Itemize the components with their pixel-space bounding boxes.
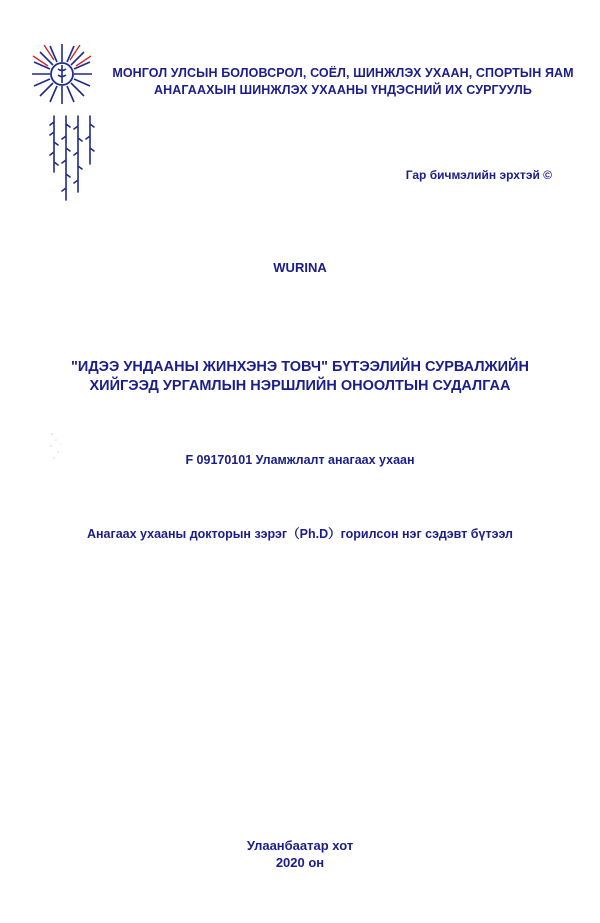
degree-statement: Анагаах ухааны докторын зэрэг（Ph.D）горилсон нэг сэдэвт бүтээл	[86, 527, 514, 541]
place-of-publication: Улаанбаатар хот	[246, 838, 354, 853]
mongolian-script-icon	[46, 112, 106, 212]
thesis-title-line-2: ХИЙГЭЭД УРГАМЛЫН НЭРШЛИЙН ОНООЛТЫН СУДАЛГАА	[89, 378, 511, 394]
scan-speckle	[48, 430, 68, 466]
ministry-name: МОНГОЛ УЛСЫН БОЛОВСРОЛ, СОЁЛ, ШИНЖЛЭХ УХААН, СПОРТЫН ЯАМ	[112, 66, 574, 80]
thesis-title	[40, 358, 560, 396]
specialty-code: F 09170101 Уламжлалт анагаах ухаан	[185, 453, 415, 467]
university-emblem-icon	[30, 42, 94, 106]
university-name: АНАГААХЫН ШИНЖЛЭХ УХААНЫ ҮНДЭСНИЙ ИХ СУРГУУЛЬ	[154, 83, 532, 97]
author-name: WURINA	[273, 260, 327, 275]
copyright-notice: Гар бичмэлийн эрхтэй ©	[405, 168, 552, 182]
publication-year: 2020 он	[275, 855, 325, 870]
thesis-title-line-1: "ИДЭЭ УНДААНЫ ЖИНХЭНЭ ТОВЧ" БҮТЭЭЛИЙН СУРВАЛЖИЙН	[71, 359, 529, 375]
